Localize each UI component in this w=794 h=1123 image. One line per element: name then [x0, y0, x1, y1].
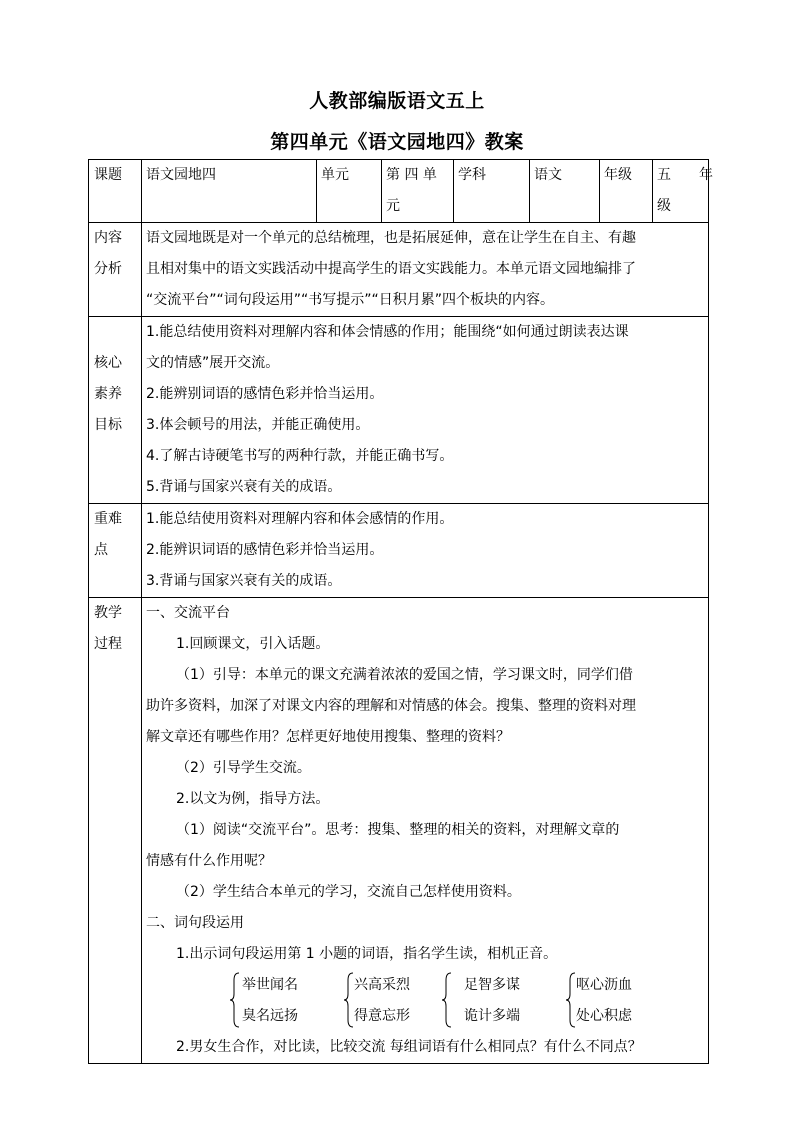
text-line: 文的情感”展开交流。	[146, 355, 280, 371]
section-heading: 二、词句段运用	[146, 915, 244, 931]
text-line: “交流平台”“词句段运用”“书写提示”“日积月累”四个板块的内容。	[146, 292, 555, 308]
core-goals-row	[89, 317, 709, 504]
text-line: 4.了解古诗硬笔书写的两种行款，并能正确书写。	[146, 448, 454, 464]
process-text	[142, 598, 709, 1064]
label-line: 目标	[94, 417, 122, 433]
text-line: 2.以文为例，指导方法。	[176, 791, 330, 807]
text-line: 1.能总结使用资料对理解内容和体会感情的作用。	[146, 511, 454, 527]
text-line: 1.回顾课文，引入话题。	[176, 636, 330, 652]
brace-icon	[230, 972, 240, 1028]
label-grade: 年级	[600, 160, 653, 223]
unit-value	[382, 160, 454, 223]
brace-icon	[442, 972, 452, 1028]
word-groups	[146, 970, 704, 1032]
word-group-1-word-2: 臭名远扬	[242, 1008, 298, 1024]
document-title-line1: 人教部编版语文五上	[309, 90, 485, 112]
process-row	[89, 598, 709, 1064]
text-line: （2）学生结合本单元的学习，交流自己怎样使用资料。	[176, 884, 521, 900]
subject-value: 语文	[530, 160, 600, 223]
text-line: （1）阅读“交流平台”。思考：搜集、整理的相关的资料，对理解文章的	[176, 822, 620, 838]
text-line: 2.能辨识词语的感情色彩并恰当运用。	[146, 542, 384, 558]
content-analysis-text	[142, 223, 709, 317]
text-line: 情感有什么作用呢？	[146, 853, 272, 869]
label-line: 内容	[94, 230, 122, 246]
word-group-4-word-1: 呕心沥血	[576, 977, 632, 993]
text-line: 3.背诵与国家兴衰有关的成语。	[146, 573, 342, 589]
label-line: 重难	[94, 511, 122, 527]
label-topic: 课题	[89, 160, 142, 223]
unit-value-line2: 元	[386, 198, 400, 214]
label-line: 点	[94, 542, 108, 558]
grade-value-line2: 级	[657, 198, 671, 214]
grade-value-line1: 五 年	[657, 167, 713, 183]
text-line: 3.体会顿号的用法，并能正确使用。	[146, 417, 370, 433]
text-line: 语文园地既是对一个单元的总结梳理，也是拓展延伸，意在让学生在自主、有趣	[146, 230, 636, 246]
text-line: 5.背诵与国家兴衰有关的成语。	[146, 479, 342, 495]
grade-value	[653, 160, 713, 223]
label-line: 分析	[94, 261, 122, 277]
key-points-label	[89, 504, 142, 598]
topic-value: 语文园地四	[142, 160, 317, 223]
key-points-row	[89, 504, 709, 598]
brace-icon	[344, 972, 354, 1028]
section-heading: 一、交流平台	[146, 605, 230, 621]
text-line: （1）引导：本单元的课文充满着浓浓的爱国之情，学习课文时，同学们借	[176, 667, 633, 683]
document-title-line2: 第四单元《语文园地四》教案	[270, 131, 524, 153]
text-line: 2.男女生合作，对比读，比较交流 每组词语有什么相同点？有什么不同点？	[176, 1039, 642, 1055]
word-group-4-word-2: 处心积虑	[576, 1008, 632, 1024]
text-line: 且相对集中的语文实践活动中提高学生的语文实践能力。本单元语文园地编排了	[146, 261, 636, 277]
core-goals-text	[142, 317, 709, 504]
unit-value-line1: 第 四 单	[386, 167, 437, 183]
word-group-2-word-1: 兴高采烈	[354, 977, 410, 993]
text-line: 解文章还有哪些作用？怎样更好地使用搜集、整理的资料？	[146, 729, 510, 745]
label-line: 核心	[94, 355, 122, 371]
core-goals-label	[89, 317, 142, 504]
text-line: 2.能辨别词语的感情色彩并恰当运用。	[146, 386, 384, 402]
text-line: （2）引导学生交流。	[176, 760, 311, 776]
lesson-plan-table	[88, 159, 713, 1064]
key-points-text	[142, 504, 709, 598]
label-unit: 单元	[317, 160, 382, 223]
word-group-3-word-1: 足智多谋	[464, 977, 520, 993]
text-line: 助许多资料，加深了对课文内容的理解和对情感的体会。搜集、整理的资料对理	[146, 698, 636, 714]
word-group-3-word-2: 诡计多端	[464, 1008, 520, 1024]
label-subject: 学科	[454, 160, 530, 223]
content-analysis-row	[89, 223, 709, 317]
word-group-2-word-2: 得意忘形	[354, 1008, 410, 1024]
word-group-1-word-1: 举世闻名	[242, 977, 298, 993]
text-line: 1.出示词句段运用第 1 小题的词语，指名学生读，相机正音。	[176, 946, 558, 962]
label-line: 过程	[94, 636, 122, 652]
process-label	[89, 598, 142, 1064]
header-row	[89, 160, 709, 223]
brace-icon	[566, 972, 576, 1028]
content-analysis-label	[89, 223, 142, 317]
text-line: 1.能总结使用资料对理解内容和体会情感的作用；能围绕“如何通过朗读表达课	[146, 324, 629, 340]
label-line: 教学	[94, 605, 122, 621]
label-line: 素养	[94, 386, 122, 402]
